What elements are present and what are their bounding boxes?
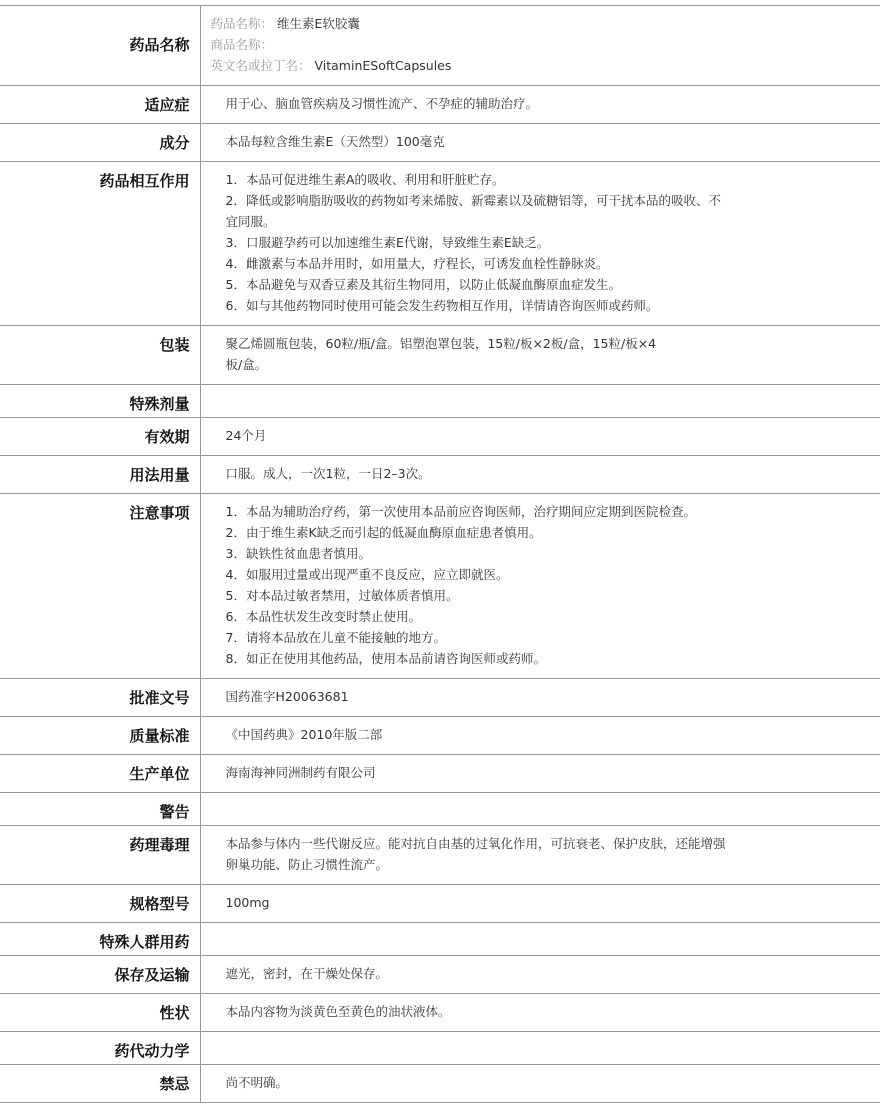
row-label: 用法用量 [0,456,200,494]
table-row [0,826,880,885]
table-row [0,456,880,494]
row-label-name: 药品名称 [0,6,200,86]
table-row [0,885,880,923]
row-value [200,124,880,162]
row-value-line: 本品内容物为淡黄色至黄色的油状液体。 [225,1004,451,1019]
table-row [0,679,880,717]
english-name-value: VitaminESoftCapsules [314,58,452,73]
row-label: 药品相互作用 [0,162,200,326]
row-label: 保存及运输 [0,956,200,994]
row-value [200,162,880,326]
trade-name-key: 商品名称： [210,37,274,52]
row-label: 注意事项 [0,494,200,679]
row-value-line: 4．如服用过量或出现严重不良反应，应立即就医。 [225,567,509,582]
row-label: 禁忌 [0,1065,200,1103]
row-value-line: 用于心、脑血管疾病及习惯性流产、不孕症的辅助治疗。 [225,96,539,111]
table-row [0,385,880,418]
row-value-line: 6．本品性状发生改变时禁止使用。 [225,609,421,624]
row-value-line: 24个月 [225,428,267,443]
drug-info-table [0,5,880,1103]
row-value-line: 海南海神同洲制药有限公司 [225,765,376,780]
row-value-line: 本品每粒含维生素E（天然型）100毫克 [225,134,445,149]
row-value [200,994,880,1032]
row-label: 特殊人群用药 [0,923,200,956]
row-value [200,956,880,994]
row-label: 药理毒理 [0,826,200,885]
row-label: 质量标准 [0,717,200,755]
table-row [0,162,880,326]
table-row [0,755,880,793]
row-value-line: 4．雌激素与本品并用时，如用量大，疗程长，可诱发血栓性静脉炎。 [225,256,609,271]
row-value-line: 1．本品可促进维生素A的吸收、利用和肝脏贮存。 [225,172,505,187]
row-value-line: 板/盒。 [225,357,268,372]
table-row [0,956,880,994]
row-label: 性状 [0,994,200,1032]
generic-name-line [211,13,871,34]
row-label: 包装 [0,326,200,385]
generic-name-key: 药品名称： [210,16,274,31]
row-value-line: 5．对本品过敏者禁用，过敏体质者慎用。 [225,588,459,603]
row-value [200,456,880,494]
row-value-line: 本品参与体内一些代谢反应。能对抗自由基的过氧化作用，可抗衰老、保护皮肤，还能增强 [225,836,726,851]
row-value-name [200,6,880,86]
row-value-line: 聚乙烯圆瓶包装，60粒/瓶/盒。铝塑泡罩包装，15粒/板×2板/盒，15粒/板×4 [225,336,657,351]
row-value [200,717,880,755]
table-row [0,124,880,162]
row-value-line: 8．如正在使用其他药品，使用本品前请咨询医师或药师。 [225,651,546,666]
row-value-line: 2．降低或影响脂肪吸收的药物如考来烯胺、新霉素以及硫糖铝等，可干扰本品的吸收、不 [225,193,721,208]
row-value-line: 6．如与其他药物同时使用可能会发生药物相互作用，详情请咨询医师或药师。 [225,298,659,313]
row-label: 成分 [0,124,200,162]
row-value-line: 7．请将本品放在儿童不能接触的地方。 [225,630,446,645]
table-row [0,994,880,1032]
row-value-line: 2．由于维生素K缺乏而引起的低凝血酶原血症患者慎用。 [225,525,542,540]
row-value [200,923,880,956]
row-label: 药代动力学 [0,1032,200,1065]
row-value-line: 5．本品避免与双香豆素及其衍生物同用，以防止低凝血酶原血症发生。 [225,277,621,292]
row-value [200,326,880,385]
row-value [200,494,880,679]
row-value-line: 尚不明确。 [225,1075,289,1090]
english-name-key: 英文名或拉丁名： [210,58,311,73]
row-value-line: 1．本品为辅助治疗药，第一次使用本品前应咨询医师，治疗期间应定期到医院检查。 [225,504,696,519]
row-label: 适应症 [0,86,200,124]
row-value-line: 遮光，密封，在干燥处保存。 [225,966,389,981]
row-value-line: 3．口服避孕药可以加速维生素E代谢，导致维生素E缺乏。 [225,235,550,250]
table-row [0,418,880,456]
row-value-line: 国药准字H20063681 [225,689,349,704]
row-label: 警告 [0,793,200,826]
table-row [0,1065,880,1103]
english-name-line [211,55,871,76]
row-value [200,885,880,923]
row-value [200,793,880,826]
row-value-line: 宜同服。 [225,214,276,229]
row-value [200,86,880,124]
row-label: 有效期 [0,418,200,456]
table-row-name [0,6,880,86]
table-row [0,86,880,124]
table-row [0,717,880,755]
row-value-line: 3．缺铁性贫血患者慎用。 [225,546,371,561]
table-row [0,1032,880,1065]
table-row [0,494,880,679]
table-row [0,923,880,956]
row-value-line: 口服。成人，一次1粒，一日2–3次。 [225,466,431,481]
trade-name-line [211,34,871,55]
row-value [200,418,880,456]
generic-name-value: 维生素E软胶囊 [277,16,360,31]
row-label: 生产单位 [0,755,200,793]
row-value [200,1032,880,1065]
row-label: 批准文号 [0,679,200,717]
row-value-line: 《中国药典》2010年版二部 [225,727,383,742]
row-value [200,826,880,885]
row-value [200,755,880,793]
row-value-line: 卵巢功能、防止习惯性流产。 [225,857,389,872]
row-value [200,679,880,717]
row-label: 规格型号 [0,885,200,923]
row-value-line: 100mg [225,895,270,910]
row-value [200,385,880,418]
drug-info-table-body [0,6,880,1103]
row-label: 特殊剂量 [0,385,200,418]
row-value [200,1065,880,1103]
table-row [0,793,880,826]
table-row [0,326,880,385]
